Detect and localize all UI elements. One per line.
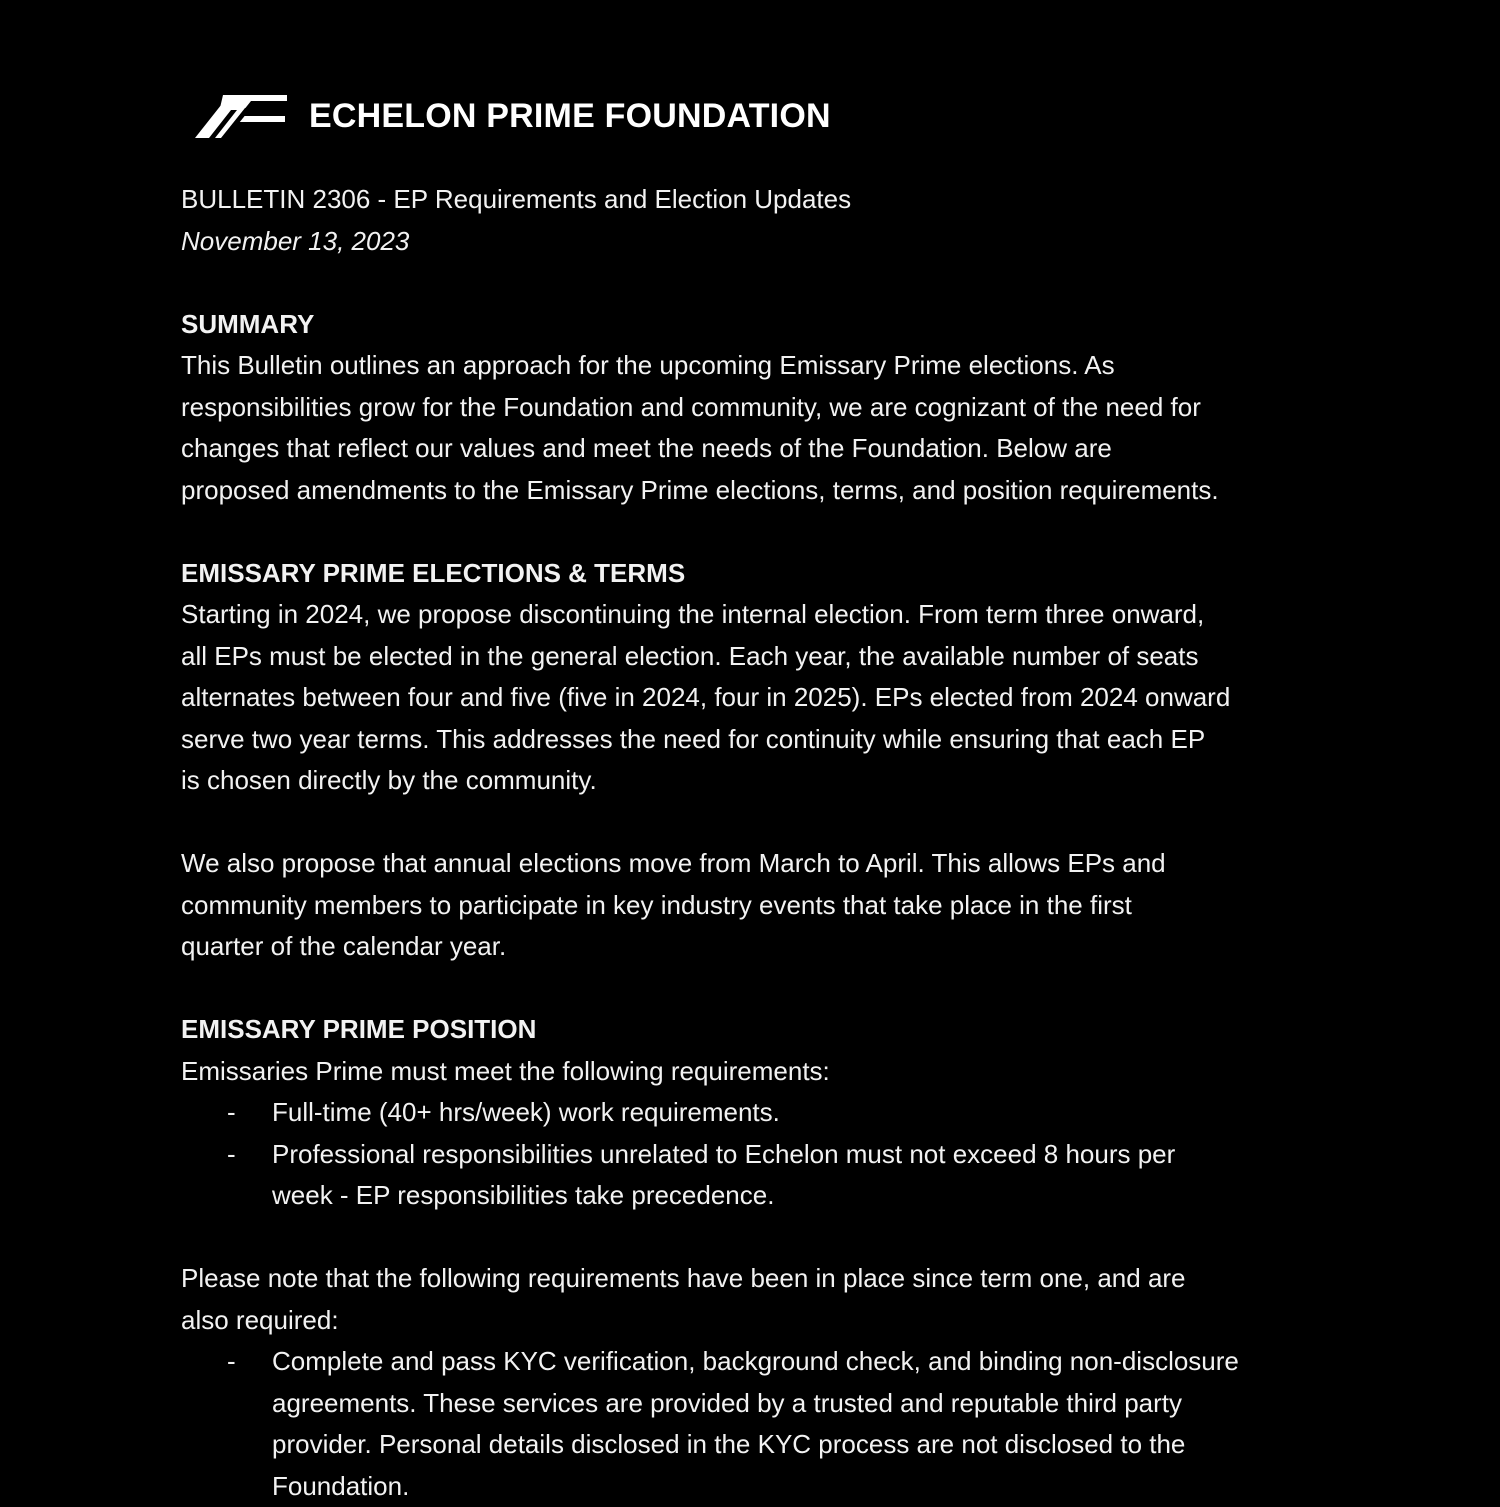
- elections-paragraph-1: [181, 594, 1321, 802]
- dash-bullet: -: [227, 1092, 236, 1134]
- position-requirements-list: [181, 1092, 1321, 1217]
- list-item: [181, 1341, 1321, 1507]
- requirement-line: Foundation.: [272, 1466, 1321, 1507]
- dash-bullet: -: [227, 1134, 236, 1176]
- elections-line: quarter of the calendar year.: [181, 926, 1321, 968]
- elections-line: all EPs must be elected in the general election. Each year, the available number of seats: [181, 636, 1321, 678]
- position-intro: Emissaries Prime must meet the following requirements:: [181, 1051, 1321, 1093]
- position-note: [181, 1258, 1321, 1341]
- existing-requirements-list: [181, 1341, 1321, 1507]
- note-line: Please note that the following requirements have been in place since term one, and are: [181, 1258, 1321, 1300]
- list-item: [181, 1092, 1321, 1134]
- requirement-line: Professional responsibilities unrelated to Echelon must not exceed 8 hours per: [272, 1134, 1321, 1176]
- position-heading: EMISSARY PRIME POSITION: [181, 1009, 1321, 1051]
- requirement-line: week - EP responsibilities take precedence.: [272, 1175, 1321, 1217]
- summary-heading: SUMMARY: [181, 304, 1321, 346]
- summary-line: responsibilities grow for the Foundation and community, we are cognizant of the need for: [181, 387, 1321, 429]
- requirement-line: Full-time (40+ hrs/week) work requirements.: [272, 1092, 1321, 1134]
- dash-bullet: -: [227, 1341, 236, 1383]
- list-item: [181, 1134, 1321, 1217]
- summary-line: changes that reflect our values and meet the needs of the Foundation. Below are: [181, 428, 1321, 470]
- requirement-line: agreements. These services are provided by a trusted and reputable third party: [272, 1383, 1321, 1425]
- bulletin-body: [181, 179, 1321, 1507]
- elections-line: serve two year terms. This addresses the need for continuity while ensuring that each EP: [181, 719, 1321, 761]
- requirement-line: provider. Personal details disclosed in the KYC process are not disclosed to the: [272, 1424, 1321, 1466]
- note-line: also required:: [181, 1300, 1321, 1342]
- summary-line: proposed amendments to the Emissary Prime elections, terms, and position requirements.: [181, 470, 1321, 512]
- brand-name: ECHELON PRIME FOUNDATION: [309, 94, 831, 138]
- elections-heading: EMISSARY PRIME ELECTIONS & TERMS: [181, 553, 1321, 595]
- summary-paragraph: [181, 345, 1321, 511]
- elections-line: community members to participate in key industry events that take place in the first: [181, 885, 1321, 927]
- elections-paragraph-2: [181, 843, 1321, 968]
- requirement-line: Complete and pass KYC verification, background check, and binding non-disclosure: [272, 1341, 1321, 1383]
- echelon-prime-logo-icon: [195, 92, 287, 140]
- bulletin-date: November 13, 2023: [181, 221, 1321, 263]
- elections-line: alternates between four and five (five in 2024, four in 2025). EPs elected from 2024 onward: [181, 677, 1321, 719]
- elections-line: is chosen directly by the community.: [181, 760, 1321, 802]
- brand-header: [195, 92, 831, 140]
- summary-line: This Bulletin outlines an approach for the upcoming Emissary Prime elections. As: [181, 345, 1321, 387]
- bulletin-title: BULLETIN 2306 - EP Requirements and Election Updates: [181, 179, 1321, 221]
- elections-line: Starting in 2024, we propose discontinuing the internal election. From term three onward,: [181, 594, 1321, 636]
- elections-line: We also propose that annual elections move from March to April. This allows EPs and: [181, 843, 1321, 885]
